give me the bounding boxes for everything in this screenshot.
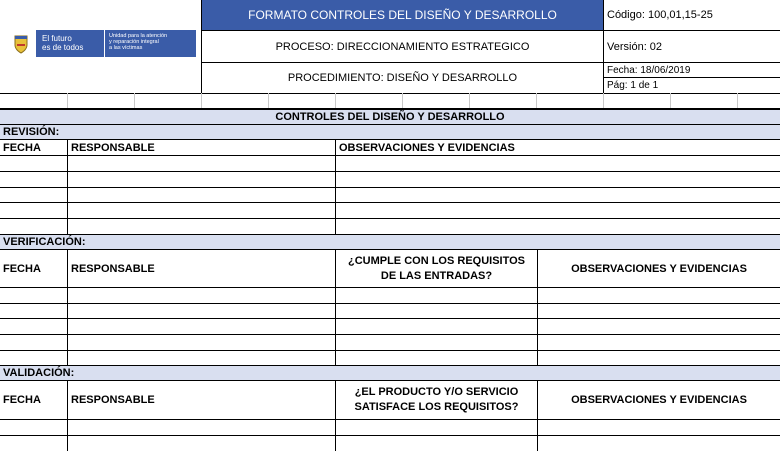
table-row[interactable] — [67, 350, 336, 366]
unit-name-block — [104, 30, 196, 57]
table-row[interactable] — [0, 155, 68, 172]
table-row[interactable] — [537, 350, 780, 366]
validacion-col-producto-line-2: SATISFACE LOS REQUISITOS? — [354, 401, 519, 413]
table-row[interactable] — [537, 419, 780, 436]
page-label: Pág: 1 de 1 — [603, 77, 780, 94]
table-row[interactable] — [0, 187, 68, 203]
table-row[interactable] — [335, 187, 780, 203]
table-row[interactable] — [0, 350, 68, 366]
table-row[interactable] — [67, 318, 336, 335]
table-row[interactable] — [0, 218, 68, 235]
table-row[interactable] — [335, 202, 780, 219]
table-row[interactable] — [0, 171, 68, 188]
table-row[interactable] — [67, 155, 336, 172]
table-row[interactable] — [67, 218, 336, 235]
table-row[interactable] — [537, 435, 780, 451]
revision-col-responsable: RESPONSABLE — [67, 139, 336, 156]
date-label: Fecha: 18/06/2019 — [603, 62, 780, 78]
table-row[interactable] — [537, 287, 780, 304]
table-row[interactable] — [0, 334, 68, 351]
revision-section-label: REVISIÓN: — [0, 124, 780, 140]
table-row[interactable] — [67, 171, 336, 188]
table-row[interactable] — [67, 287, 336, 304]
table-row[interactable] — [537, 318, 780, 335]
verificacion-col-cumple-line-2: DE LAS ENTRADAS? — [380, 269, 493, 282]
verificacion-col-fecha: FECHA — [0, 249, 68, 288]
colombia-coat-of-arms-icon — [6, 30, 36, 57]
table-row[interactable] — [0, 435, 68, 451]
table-row[interactable] — [67, 303, 336, 319]
main-title: CONTROLES DEL DISEÑO Y DESARROLLO — [0, 109, 780, 125]
unit-line-3: a las víctimas — [109, 45, 143, 51]
verificacion-col-responsable: RESPONSABLE — [67, 249, 336, 288]
logo-banner — [6, 30, 196, 57]
slogan-block — [36, 30, 104, 57]
revision-col-observaciones: OBSERVACIONES Y EVIDENCIAS — [335, 139, 780, 156]
table-row[interactable] — [67, 419, 336, 436]
table-row[interactable] — [335, 318, 538, 335]
process-label: PROCESO: DIRECCIONAMIENTO ESTRATEGICO — [201, 30, 604, 63]
table-row[interactable] — [335, 218, 780, 235]
table-row[interactable] — [0, 303, 68, 319]
spacer-row — [0, 93, 780, 109]
validacion-col-producto-line-1: ¿EL PRODUCTO Y/O SERVICIO — [354, 386, 519, 398]
table-row[interactable] — [537, 334, 780, 351]
validacion-col-responsable: RESPONSABLE — [67, 380, 336, 420]
procedure-label: PROCEDIMIENTO: DISEÑO Y DESARROLLO — [201, 62, 604, 94]
unit-line-1: Unidad para la atención — [109, 33, 168, 39]
table-row[interactable] — [67, 187, 336, 203]
table-row[interactable] — [335, 419, 538, 436]
code-label: Código: 100,01,15-25 — [603, 0, 780, 31]
table-row[interactable] — [335, 334, 538, 351]
form-title: FORMATO CONTROLES DEL DISEÑO Y DESARROLLO — [201, 0, 604, 31]
table-row[interactable] — [335, 435, 538, 451]
slogan-line-1: El futuro — [42, 34, 72, 43]
table-row[interactable] — [335, 287, 538, 304]
table-row[interactable] — [0, 419, 68, 436]
verificacion-col-cumple — [335, 249, 538, 288]
verificacion-col-cumple-line-1: ¿CUMPLE CON LOS REQUISITOS — [347, 254, 526, 267]
verificacion-section-label: VERIFICACIÓN: — [0, 234, 780, 250]
version-label: Versión: 02 — [603, 30, 780, 63]
table-row[interactable] — [335, 303, 538, 319]
table-row[interactable] — [335, 155, 780, 172]
table-row[interactable] — [67, 202, 336, 219]
validacion-col-producto — [335, 380, 538, 420]
table-row[interactable] — [335, 171, 780, 188]
unit-line-2: y reparación integral — [109, 39, 159, 45]
revision-col-fecha: FECHA — [0, 139, 68, 156]
logo-cell — [0, 0, 202, 94]
table-row[interactable] — [537, 303, 780, 319]
table-row[interactable] — [0, 202, 68, 219]
table-row[interactable] — [335, 350, 538, 366]
validacion-col-observaciones: OBSERVACIONES Y EVIDENCIAS — [537, 380, 780, 420]
validacion-section-label: VALIDACIÓN: — [0, 365, 780, 381]
table-row[interactable] — [67, 435, 336, 451]
table-row[interactable] — [0, 287, 68, 304]
verificacion-col-observaciones: OBSERVACIONES Y EVIDENCIAS — [537, 249, 780, 288]
table-row[interactable] — [67, 334, 336, 351]
slogan-line-2: es de todos — [42, 43, 84, 52]
table-row[interactable] — [0, 318, 68, 335]
validacion-col-fecha: FECHA — [0, 380, 68, 420]
